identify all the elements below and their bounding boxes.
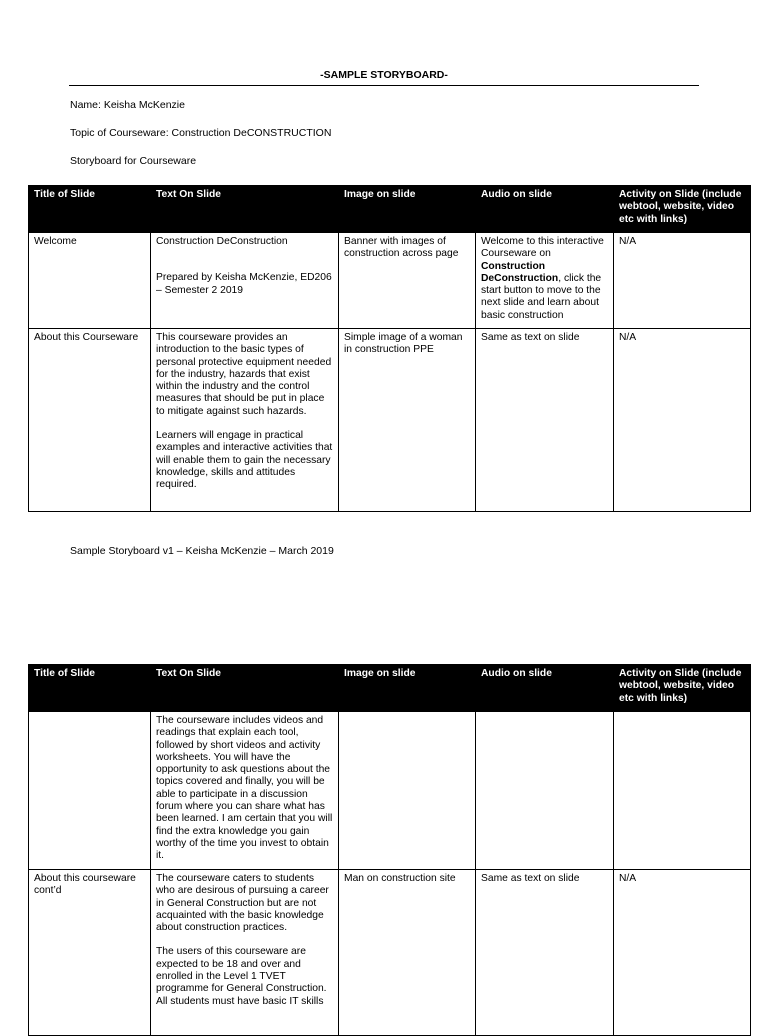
slide-text-cell: The courseware includes videos and readings that explain each tool, followed by short videos and activity worksheets. You will have the opportunity to ask questions about the topics covered and finally, you will be able to participate in a discussion forum where you can share what has been learned. I am certain that you will find the extra knowledge you gain worthy of the time you invest to obtain it. xyxy=(151,712,339,870)
header-image-on-slide: Image on slide xyxy=(339,186,476,233)
table-header-row xyxy=(29,665,751,712)
table-row xyxy=(29,329,751,512)
page-title: -SAMPLE STORYBOARD- xyxy=(320,69,448,81)
slide-audio-cell: Same as text on slide xyxy=(476,870,614,1036)
header-title-of-slide: Title of Slide xyxy=(29,186,151,233)
header-title-of-slide: Title of Slide xyxy=(29,665,151,712)
table-row xyxy=(29,870,751,1036)
slide-activity-cell: N/A xyxy=(614,870,751,1036)
slide-text-paragraph: The users of this courseware are expected to be 18 and over and enrolled in the Level 1 TVET programme for General Construction. All students must have basic IT skills xyxy=(156,946,327,1007)
topic-line: Topic of Courseware: Construction DeCONSTRUCTION xyxy=(70,127,332,139)
slide-text-cell xyxy=(151,233,339,329)
audio-text-bold: Construction DeConstruction xyxy=(481,260,559,284)
table-row xyxy=(29,233,751,329)
storyboard-table-1 xyxy=(28,185,751,512)
slide-text-cell xyxy=(151,329,339,512)
header-text-on-slide: Text On Slide xyxy=(151,186,339,233)
slide-text-paragraph: This courseware provides an introduction to the basic types of personal protective equipment needed for the industry, hazards that exist within the industry and the control measures that should be put in place to mitigate against such hazards. xyxy=(156,332,332,417)
slide-text-cell xyxy=(151,870,339,1036)
header-audio-on-slide: Audio on slide xyxy=(476,186,614,233)
slide-image-cell: Banner with images of construction across page xyxy=(339,233,476,329)
header-image-on-slide: Image on slide xyxy=(339,665,476,712)
table-row xyxy=(29,712,751,870)
slide-text-paragraph: Learners will engage in practical examples and interactive activities that will enable them to gain the necessary knowledge, skills and attitudes required. xyxy=(156,430,333,491)
slide-activity-cell: N/A xyxy=(614,329,751,512)
storyboard-table-2 xyxy=(28,664,751,1036)
slide-text-paragraph: The courseware caters to students who are desirous of pursuing a career in General Construction but are not acquainted with the basic knowledge about construction practices. xyxy=(156,873,329,934)
slide-image-cell: Man on construction site xyxy=(339,870,476,1036)
header-activity-on-slide: Activity on Slide (include webtool, website, video etc with links) xyxy=(614,186,751,233)
table-header-row xyxy=(29,186,751,233)
slide-title-cell xyxy=(29,712,151,870)
title-underline xyxy=(69,85,699,86)
slide-image-cell xyxy=(339,712,476,870)
header-activity-on-slide: Activity on Slide (include webtool, website, video etc with links) xyxy=(614,665,751,712)
storyboard-heading: Storyboard for Courseware xyxy=(70,155,197,167)
slide-audio-cell xyxy=(476,233,614,329)
audio-text: Welcome to this interactive Courseware on xyxy=(481,236,604,260)
slide-audio-cell xyxy=(476,712,614,870)
slide-activity-cell: N/A xyxy=(614,233,751,329)
slide-title-cell: About this Courseware xyxy=(29,329,151,512)
header-text-on-slide: Text On Slide xyxy=(151,665,339,712)
page-footer: Sample Storyboard v1 – Keisha McKenzie – March 2019 xyxy=(70,545,334,557)
slide-text-line: Construction DeConstruction xyxy=(156,236,288,247)
slide-audio-cell: Same as text on slide xyxy=(476,329,614,512)
slide-image-cell: Simple image of a woman in construction PPE xyxy=(339,329,476,512)
audio-text: , click the start button to move to the next slide and learn about basic construction xyxy=(481,272,602,321)
header-audio-on-slide: Audio on slide xyxy=(476,665,614,712)
slide-title-cell: About this courseware cont’d xyxy=(29,870,151,1036)
slide-activity-cell xyxy=(614,712,751,870)
slide-text-line: Prepared by Keisha McKenzie, ED206 – Semester 2 2019 xyxy=(156,272,332,296)
slide-title-cell: Welcome xyxy=(29,233,151,329)
author-name-line: Name: Keisha McKenzie xyxy=(70,99,185,111)
